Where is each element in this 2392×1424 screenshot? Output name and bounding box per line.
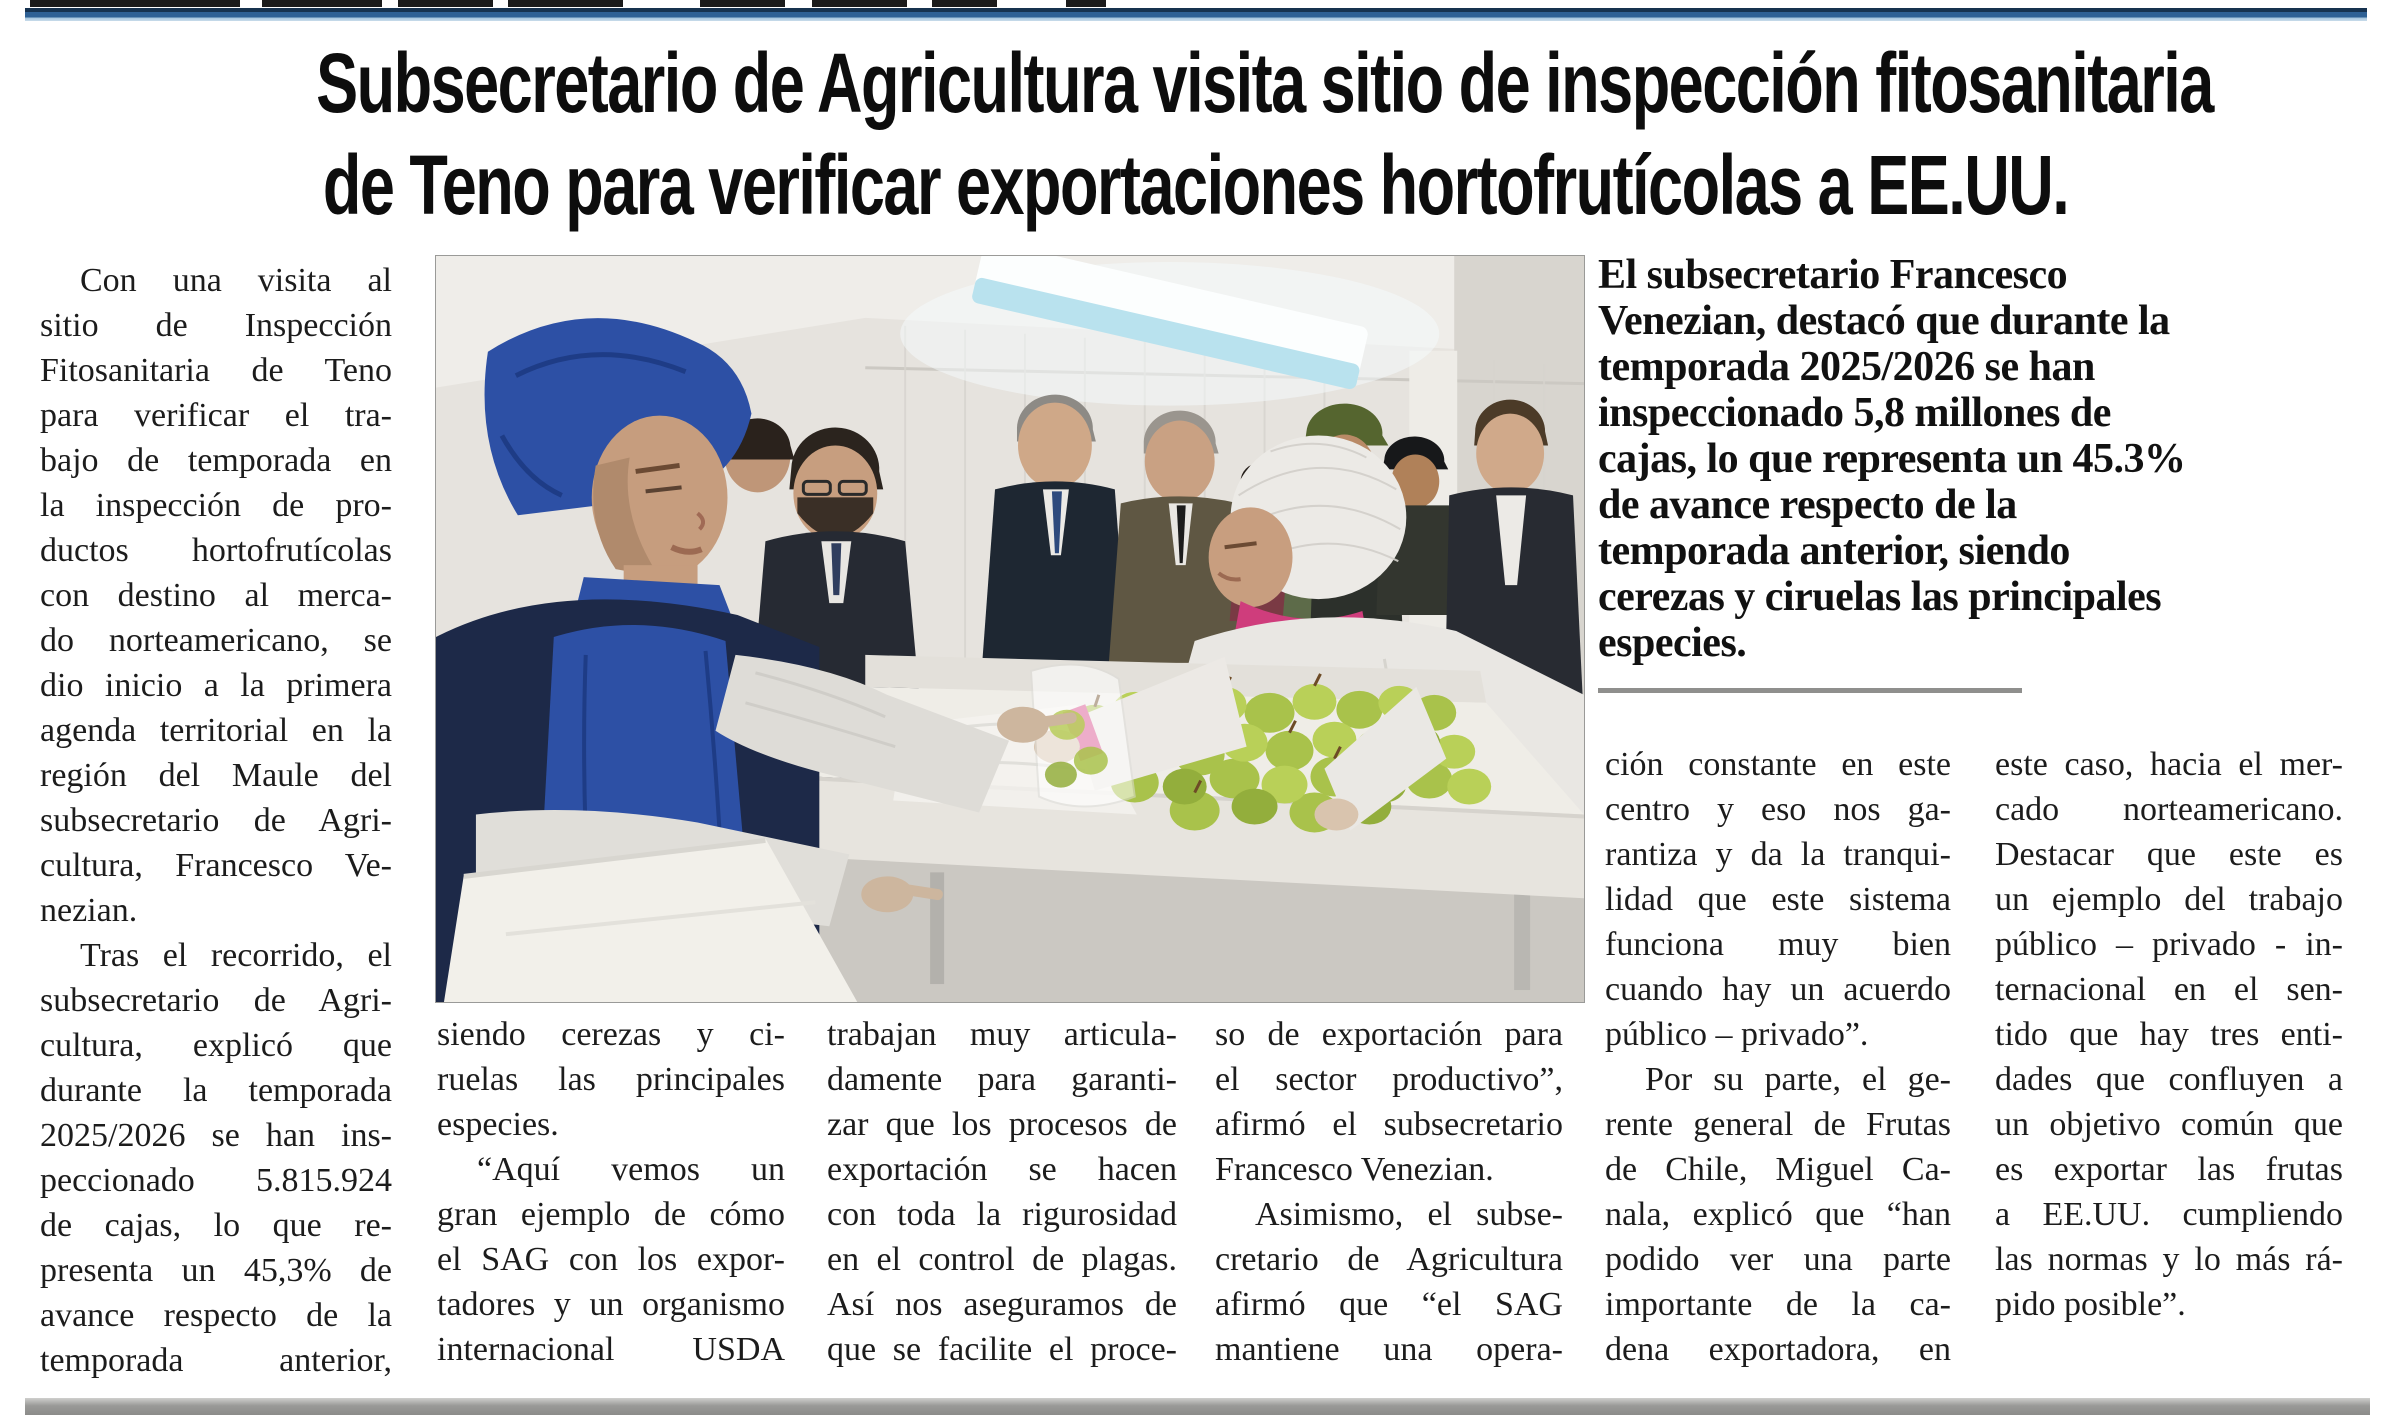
text-line: gran ejemplo de cómo [437,1196,785,1233]
text-line: subsecretario de Agri- [40,802,392,839]
text-line: Tras el recorrido, el [80,937,392,974]
print-fragment [812,0,907,7]
text-line: en el control de plagas. [827,1241,1177,1278]
text-line: internacional USDA [437,1331,785,1368]
text-line: rantiza y da la tranqui- [1605,836,1951,873]
print-fragment [1066,0,1106,7]
text-line: el sector productivo”, [1215,1061,1563,1098]
text-line: dio inicio a la primera [40,667,392,704]
text-line: do norteamericano, se [40,622,392,659]
text-line: Así nos aseguramos de [827,1286,1177,1323]
text-line: cajas, lo que representa un 45.3% [1598,436,2186,482]
text-line: funciona muy bien [1605,926,1951,963]
text-line: damente para garanti- [827,1061,1177,1098]
text-line: temporada anterior, siendo [1598,528,2070,574]
print-fragment [508,0,623,7]
text-line: dena exportadora, en [1605,1331,1951,1368]
text-line: zar que los procesos de [827,1106,1177,1143]
text-line: región del Maule del [40,757,392,794]
text-line: trabajan muy articula- [827,1016,1177,1053]
text-line: subsecretario de Agri- [40,982,392,1019]
text-line: el SAG con los expor- [437,1241,785,1278]
text-line: podido ver una parte [1605,1241,1951,1278]
text-line: peccionado 5.815.924 [40,1162,392,1199]
text-line: agenda territorial en la [40,712,392,749]
column-4 [1215,1012,1563,1372]
text-line: especies. [1598,620,1747,666]
text-line: las normas y lo más rá- [1995,1241,2343,1278]
text-line: afirmó que “el SAG [1215,1286,1563,1323]
text-line: durante la temporada [40,1072,392,1109]
text-line: tido que hay tres enti- [1995,1016,2343,1053]
text-line: ternacional en el sen- [1995,971,2343,1008]
text-line: nezian. [40,892,138,929]
text-line: Fitosanitaria de Teno [40,352,392,389]
text-line: rente general de Frutas [1605,1106,1951,1143]
photo-illustration [436,256,1584,1002]
text-line: Francesco Venezian. [1215,1151,1494,1188]
text-line: mantiene una opera- [1215,1331,1563,1368]
text-line: cultura, Francesco Ve- [40,847,392,884]
text-line: de avance respecto de la [1598,482,2017,528]
lead-divider-rule [1598,688,2022,693]
text-line: cretario de Agricultura [1215,1241,1563,1278]
text-line: cuando hay un acuerdo [1605,971,1951,1008]
text-line: exportación se hacen [827,1151,1177,1188]
text-line: Por su parte, el ge- [1645,1061,1951,1098]
headline [0,32,2392,236]
text-line: importante de la ca- [1605,1286,1951,1323]
text-line: lidad que este sistema [1605,881,1951,918]
text-line: presenta un 45,3% de [40,1252,392,1289]
text-line: bajo de temporada en [40,442,392,479]
text-line: dades que confluyen a [1995,1061,2343,1098]
text-line: público – privado - in- [1995,926,2343,963]
text-line: este caso, hacia el mer- [1995,746,2343,783]
text-line: Destacar que este es [1995,836,2343,873]
text-line: pido posible”. [1995,1286,2186,1323]
text-line: es exportar las frutas [1995,1151,2343,1188]
text-line: so de exportación para [1215,1016,1563,1053]
text-line: de Chile, Miguel Ca- [1605,1151,1951,1188]
text-line: tadores y un organismo [437,1286,785,1323]
text-line: centro y eso nos ga- [1605,791,1951,828]
column-6 [1995,742,2343,1327]
text-line: con toda la rigurosidad [827,1196,1177,1233]
text-line: “Aquí vemos un [477,1151,785,1188]
text-line: ductos hortofrutícolas [40,532,392,569]
text-line: sitio de Inspección [40,307,392,344]
text-line: a EE.UU. cumpliendo [1995,1196,2343,1233]
article-photo [435,255,1585,1003]
text-line: para verificar el tra- [40,397,392,434]
text-line: que se facilite el proce- [827,1331,1177,1368]
print-fragment [700,0,785,7]
print-fragment [398,0,493,7]
text-line: Venezian, destacó que durante la [1598,298,2170,344]
text-line: de cajas, lo que re- [40,1207,392,1244]
text-line: inspeccionado 5,8 millones de [1598,390,2111,436]
column-3 [827,1012,1177,1372]
text-line: con destino al merca- [40,577,392,614]
lead-paragraph [1598,252,2358,666]
text-line: público – privado”. [1605,1016,1869,1053]
print-fragment [932,0,997,7]
headline-line-2: de Teno para verificar exportaciones hortofrutícolas a EE.UU. [323,138,2069,232]
print-fragment [30,0,240,7]
text-line: temporada anterior, [40,1342,392,1379]
text-line: cado norteamericano. [1995,791,2343,828]
text-line: Asimismo, el subse- [1255,1196,1563,1233]
text-line: El subsecretario Francesco [1598,252,2068,298]
text-line: la inspección de pro- [40,487,392,524]
text-line: temporada 2025/2026 se han [1598,344,2095,390]
text-line: afirmó el subsecretario [1215,1106,1563,1143]
column-5 [1605,742,1951,1372]
column-2 [437,1012,785,1372]
text-line: cultura, explicó que [40,1027,392,1064]
text-line: Con una visita al [80,262,392,299]
headline-line-1: Subsecretario de Agricultura visita sitio de inspección fitosanitaria [316,36,2213,130]
text-line: un objetivo común que [1995,1106,2343,1143]
text-line: cerezas y ciruelas las principales [1598,574,2162,620]
text-line: siendo cerezas y ci- [437,1016,785,1053]
text-line: un ejemplo del trabajo [1995,881,2343,918]
text-line: ruelas las principales [437,1061,785,1098]
masthead-blue-rule [25,8,2367,21]
text-line: ción constante en este [1605,746,1951,783]
text-line: especies. [437,1106,559,1143]
bottom-rule [25,1398,2370,1415]
print-fragment [262,0,382,7]
text-line: avance respecto de la [40,1297,392,1334]
text-line: 2025/2026 se han ins- [40,1117,392,1154]
column-1 [40,258,392,1383]
text-line: nala, explicó que “han [1605,1196,1951,1233]
